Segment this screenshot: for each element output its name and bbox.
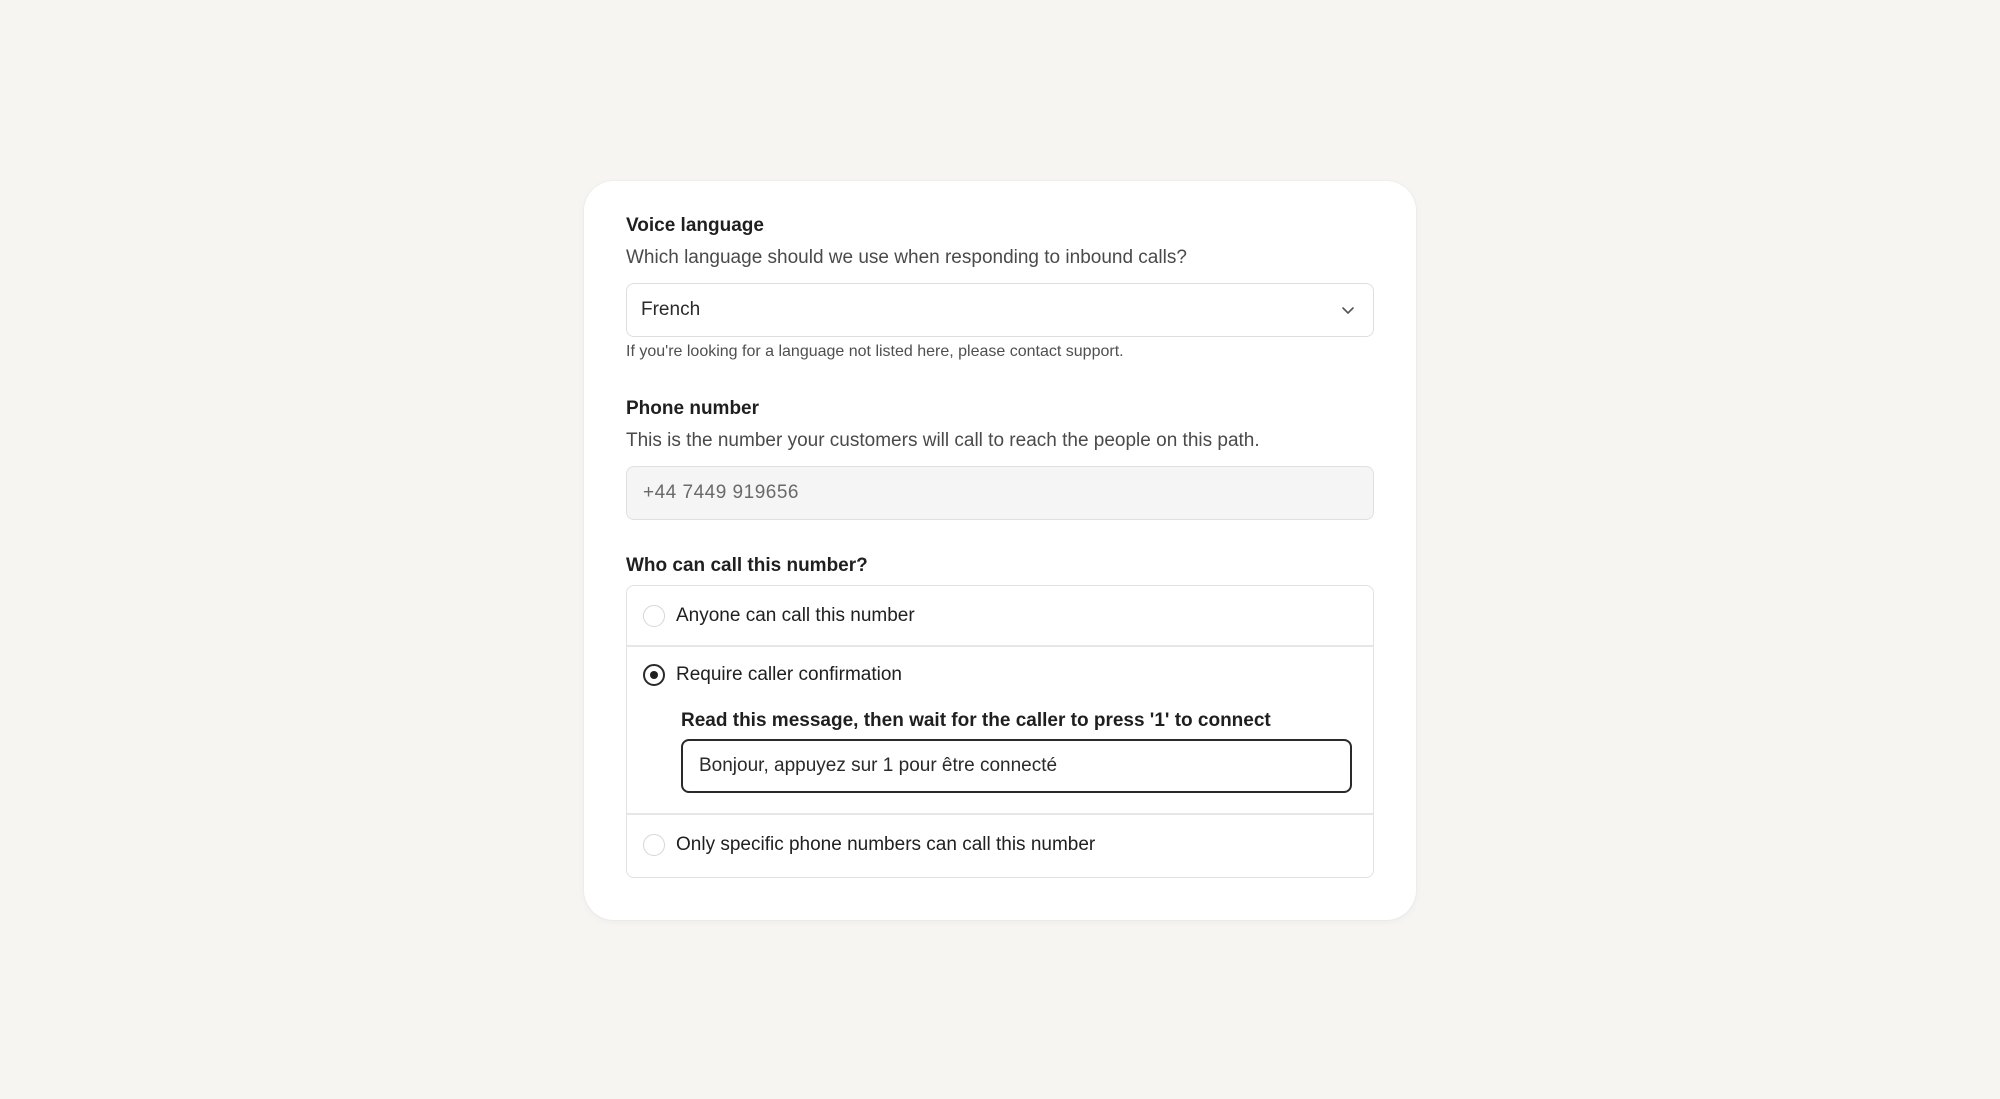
voice-language-select[interactable] (626, 283, 1374, 337)
settings-card (584, 181, 1416, 920)
option-anyone[interactable] (627, 586, 1373, 645)
confirmation-message-label: Read this message, then wait for the caller to press '1' to connect (681, 710, 1271, 731)
radio-anyone[interactable] (643, 605, 665, 627)
option-require-confirmation[interactable] (627, 646, 1373, 704)
phone-number-label: Phone number (626, 398, 760, 419)
option-require-confirmation-label: Require caller confirmation (676, 664, 902, 685)
who-can-call-label: Who can call this number? (626, 555, 868, 576)
voice-language-hint: If you're looking for a language not listed here, please contact support. (626, 343, 1124, 360)
voice-language-description: Which language should we use when responding to inbound calls? (626, 247, 1187, 268)
voice-language-label: Voice language (626, 215, 764, 236)
option-specific-numbers[interactable] (627, 815, 1373, 875)
radio-require-confirmation[interactable] (643, 664, 665, 686)
confirmation-message-input[interactable]: Bonjour, appuyez sur 1 pour être connecté (681, 739, 1352, 793)
option-specific-numbers-label: Only specific phone numbers can call this number (676, 834, 1096, 855)
chevron-down-icon (1337, 299, 1359, 321)
radio-specific-numbers[interactable] (643, 834, 665, 856)
phone-number-field: +44 7449 919656 (626, 466, 1374, 520)
option-anyone-label: Anyone can call this number (676, 604, 915, 626)
voice-language-selected-value: French (641, 299, 701, 320)
caller-options-group (626, 585, 1374, 878)
phone-number-description: This is the number your customers will call to reach the people on this path. (626, 430, 1260, 451)
